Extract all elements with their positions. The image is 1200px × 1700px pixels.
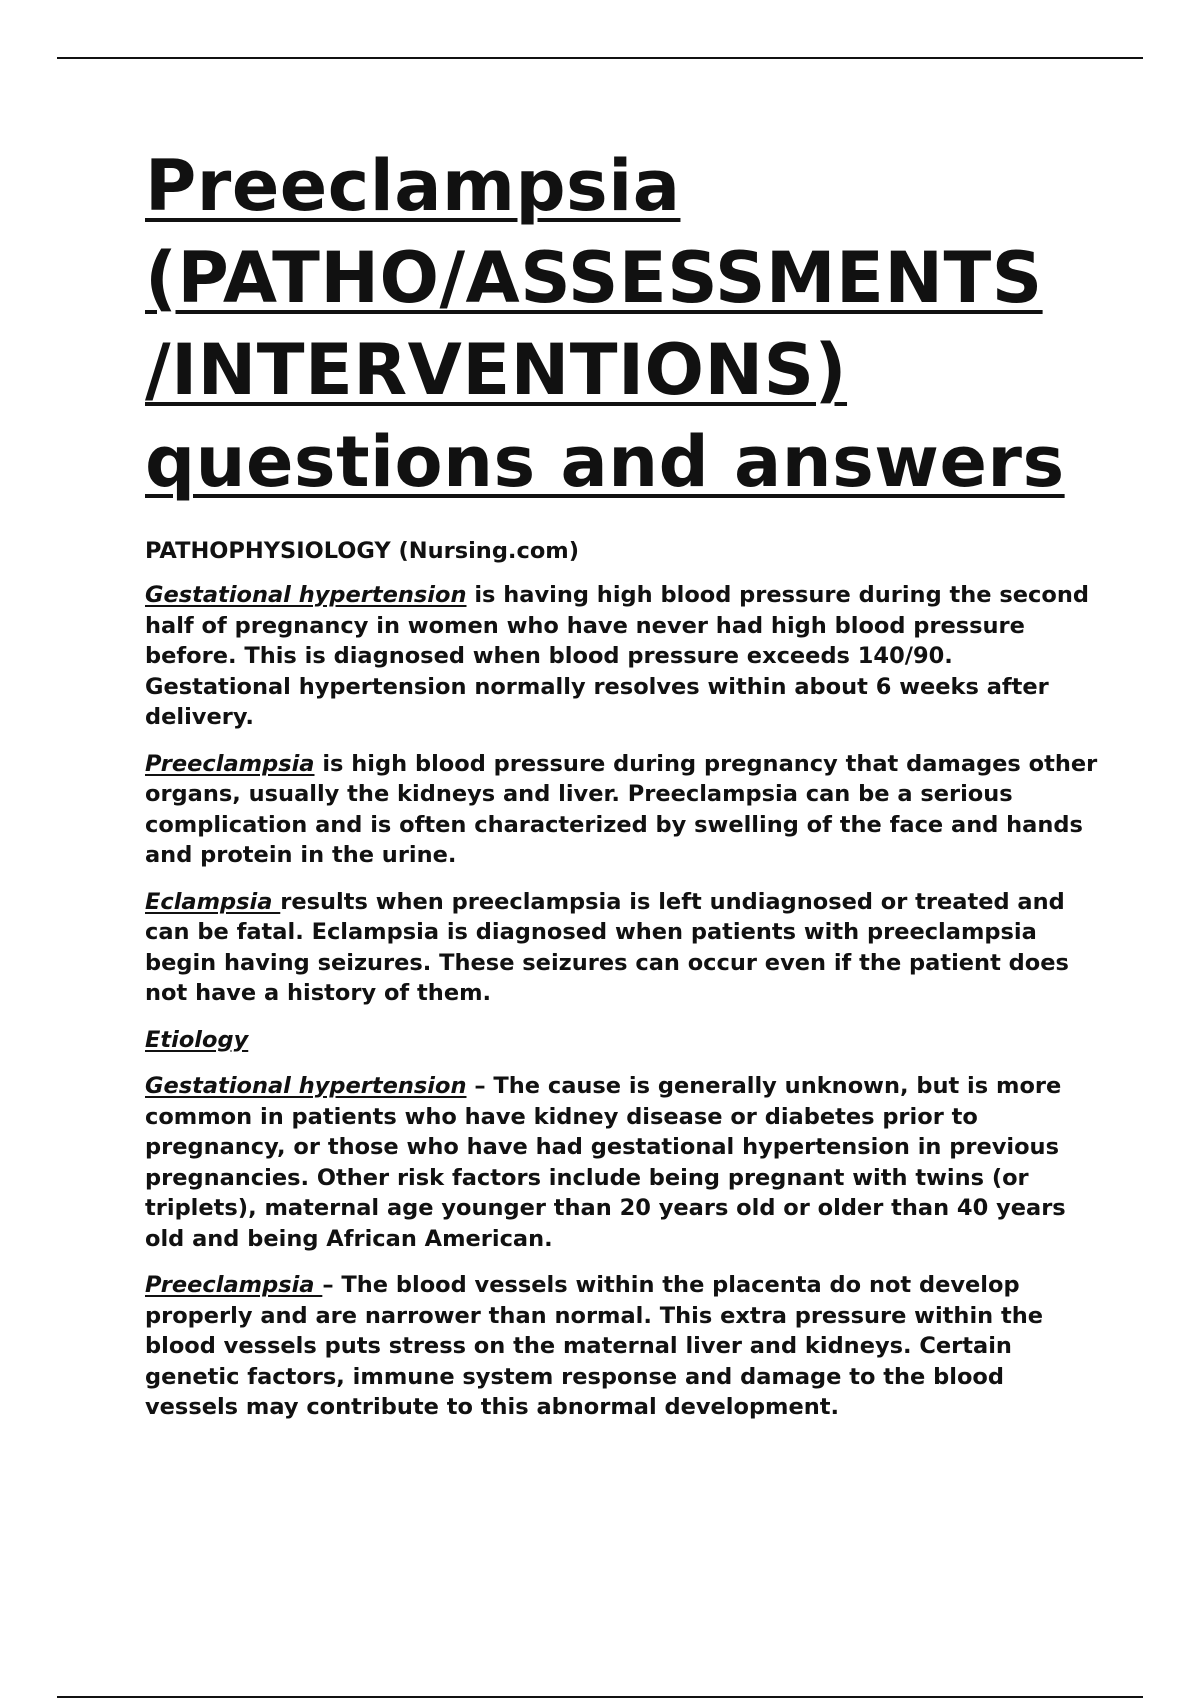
etiology-heading (145, 1025, 1100, 1056)
definition-eclampsia (145, 887, 1100, 1009)
paragraph-text: is high blood pressure during pregnancy that damages other organs, usually the kidneys and liver. Preeclampsia can be a serious complication and is often characterized by swelling of the face and hands and protein in the urine. (145, 750, 1098, 868)
section-heading: PATHOPHYSIOLOGY (Nursing.com) (145, 538, 580, 564)
bottom-divider (57, 1696, 1143, 1698)
title-line: (PATHO/ASSESSMENTS (145, 237, 1043, 319)
top-divider (57, 57, 1143, 59)
definition-gestational-hypertension (145, 580, 1100, 733)
document-body (145, 140, 1100, 1439)
etiology-preeclampsia (145, 1270, 1100, 1423)
term-label: Gestational hypertension (145, 582, 467, 608)
term-label: Preeclampsia (145, 750, 315, 777)
paragraph-text: results when preeclampsia is left undiagnosed or treated and can be fatal. Eclampsia is diagnosed when patients with preeclampsia begin having seizures. These seizures can occur even if the patient does not have a history of them. (145, 888, 1069, 1006)
document-title (145, 140, 1100, 508)
definition-preeclampsia (145, 749, 1100, 871)
title-line: questions and answers (145, 421, 1065, 503)
title-line: /INTERVENTIONS) (145, 329, 848, 411)
title-line: Preeclampsia (145, 145, 681, 227)
paragraph-text: – The blood vessels within the placenta do not develop properly and are narrower than normal. This extra pressure within the blood vessels puts stress on the maternal liver and kidneys. Certain genetic factors, immune system response and damage to the blood vessels may contribute to this abnormal development. (145, 1272, 1044, 1420)
paragraph-text: is having high blood pressure during the second half of pregnancy in women who have never had high blood pressure before. This is diagnosed when blood pressure exceeds 140/90. Gestational hypertension normally resolves within about 6 weeks after delivery. (145, 582, 1089, 730)
term-label: Gestational hypertension (145, 1073, 467, 1099)
term-label: Etiology (145, 1026, 249, 1053)
term-label: Preeclampsia (145, 1272, 323, 1298)
term-label: Eclampsia (145, 888, 281, 915)
etiology-gestational-hypertension (145, 1071, 1100, 1254)
paragraph-text: – The cause is generally unknown, but is more common in patients who have kidney disease or diabetes prior to pregnancy, or those who have had gestational hypertension in previous pregnancies. Other risk factors include being pregnant with twins (or triplets), maternal age younger than 20 years old or older than 40 years old and being African American. (145, 1073, 1066, 1252)
